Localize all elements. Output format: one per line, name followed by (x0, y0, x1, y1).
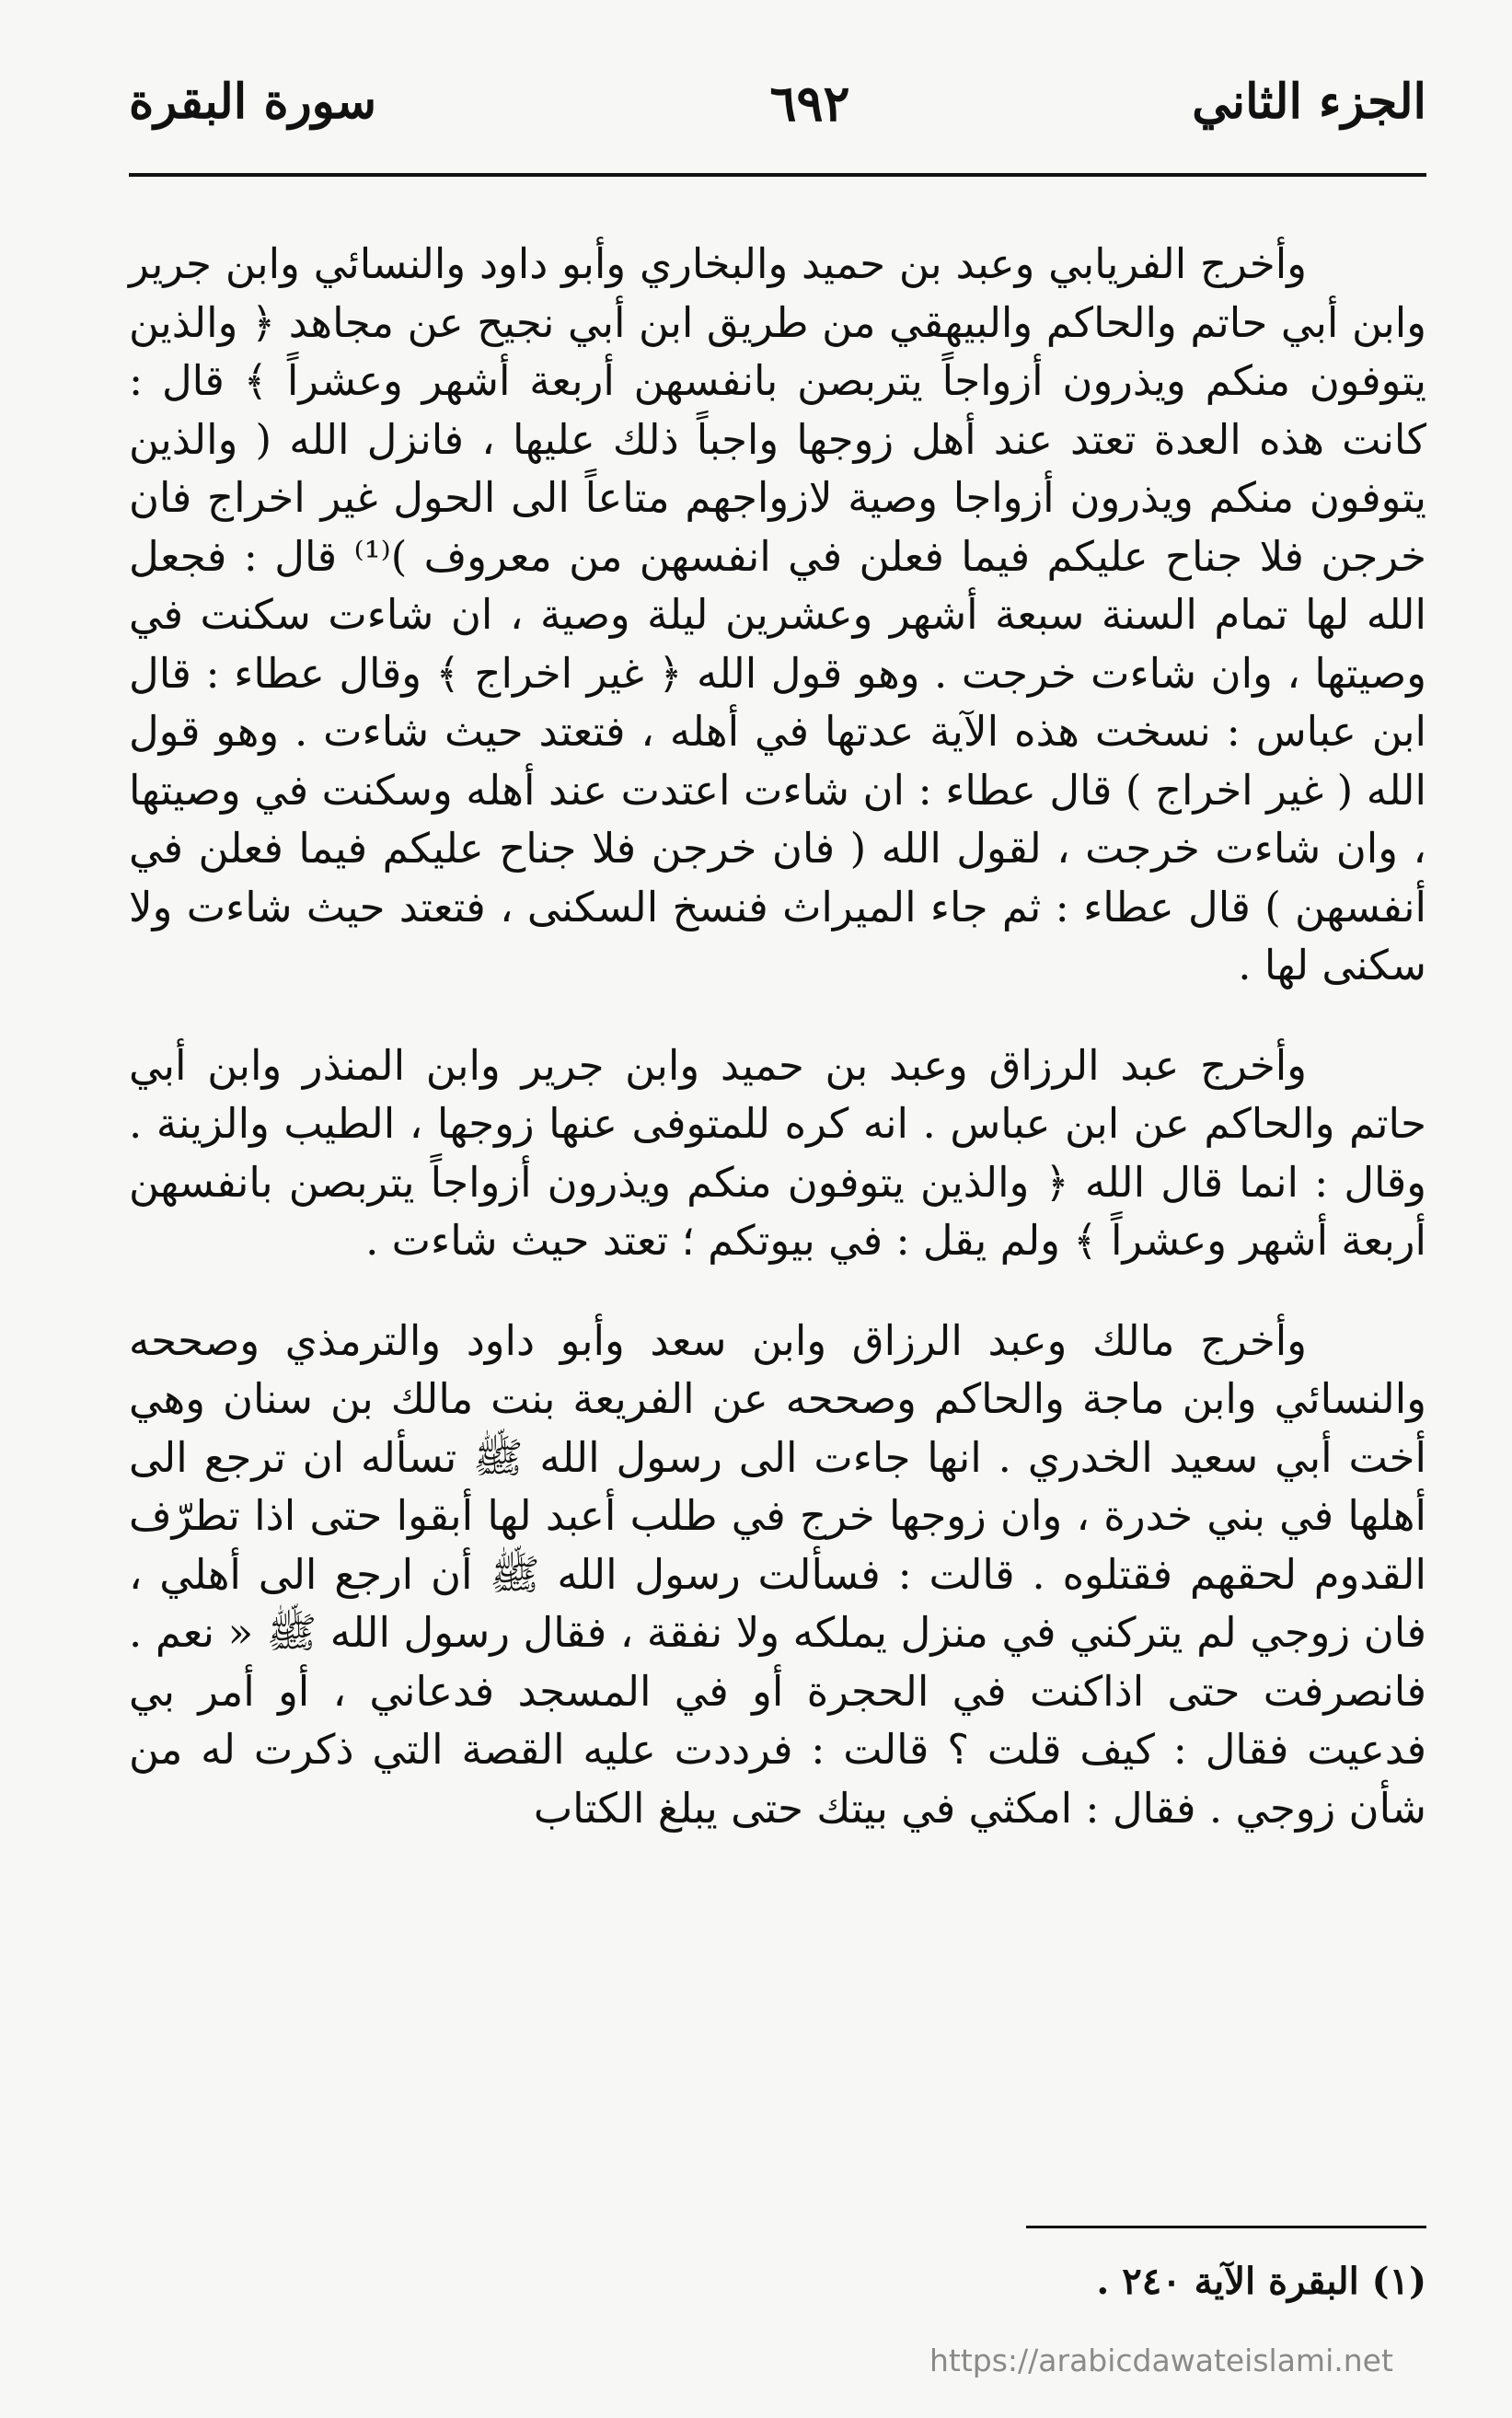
footnote-divider (1026, 2226, 1426, 2228)
header-divider (129, 173, 1426, 177)
paragraph-1: وأخرج الفريابي وعبد بن حميد والبخاري وأبو داود والنسائي وابن جرير وابن أبي حاتم والحاكم والبيهقي من طريق ابن أبي نجيح عن مجاهد ﴿ والذين يتوفون منكم ويذرون أزواجاً يتربصن بانفسهن أربعة أشهر وعشراً ﴾ قال : كانت هذه العدة تعتد عند أهل زوجها واجباً ذلك عليها ، فانزل الله ( والذين يتوفون منكم ويذرون أزواجا وصية لازواجهم متاعاً الى الحول غير اخراج فان خرجن فلا جناح عليكم فيما فعلن في انفسهن من معروف )⁽¹⁾ قال : فجعل الله لها تمام السنة سبعة أشهر وعشرين ليلة وصية ، ان شاءت سكنت في وصيتها ، وان شاءت خرجت . وهو قول الله ﴿ غير اخراج ﴾ وقال عطاء : قال ابن عباس : نسخت هذه الآية عدتها في أهله ، فتعتد حيث شاءت . وهو قول الله ( غير اخراج ) قال عطاء : ان شاءت اعتدت عند أهله وسكنت في وصيتها ، وان شاءت خرجت ، لقول الله ( فان خرجن فلا جناح عليكم فيما فعلن في أنفسهن ) قال عطاء : ثم جاء الميراث فنسخ السكنى ، فتعتد حيث شاءت ولا سكنى لها . (129, 239, 1426, 989)
page-number: ٦٩٢ (769, 74, 850, 133)
footnote: (١) البقرة الآية ٢٤٠ . (1096, 2260, 1426, 2303)
surah-title: سورة البقرة (129, 74, 377, 130)
page-header (129, 74, 1426, 147)
volume-title: الجزء الثاني (1192, 74, 1426, 130)
page-body (129, 235, 1426, 1837)
paragraph-3: وأخرج مالك وعبد الرزاق وابن سعد وأبو داود والترمذي وصححه والنسائي وابن ماجة والحاكم وصححه عن الفريعة بنت مالك بن سنان وهي أخت أبي سعيد الخدري . انها جاءت الى رسول الله ﷺ تسأله ان ترجع الى أهلها في بني خدرة ، وان زوجها خرج في طلب أعبد لها أبقوا حتى اذا تطرّف القدوم لحقهم فقتلوه . قالت : فسألت رسول الله ﷺ أن ارجع الى أهلي ، فان زوجي لم يتركني في منزل يملكه ولا نفقة ، فقال رسول الله ﷺ « نعم . فانصرفت حتى اذاكنت في الحجرة أو في المسجد فدعاني ، أو أمر بي فدعيت فقال : كيف قلت ؟ قالت : فرددت عليه القصة التي ذكرت له من شأن زوجي . فقال : امكثي في بيتك حتى يبلغ الكتاب (129, 1315, 1426, 1833)
paragraph-2: وأخرج عبد الرزاق وعبد بن حميد وابن جرير وابن المنذر وابن أبي حاتم والحاكم عن ابن عباس . انه كره للمتوفى عنها زوجها ، الطيب والزينة . وقال : انما قال الله ﴿ والذين يتوفون منكم ويذرون أزواجاً يتربصن بانفسهن أربعة أشهر وعشراً ﴾ ولم يقل : في بيوتكم ؛ تعتد حيث شاءت . (129, 1040, 1426, 1265)
watermark-url: https://arabicdawateislami.net (929, 2343, 1393, 2378)
